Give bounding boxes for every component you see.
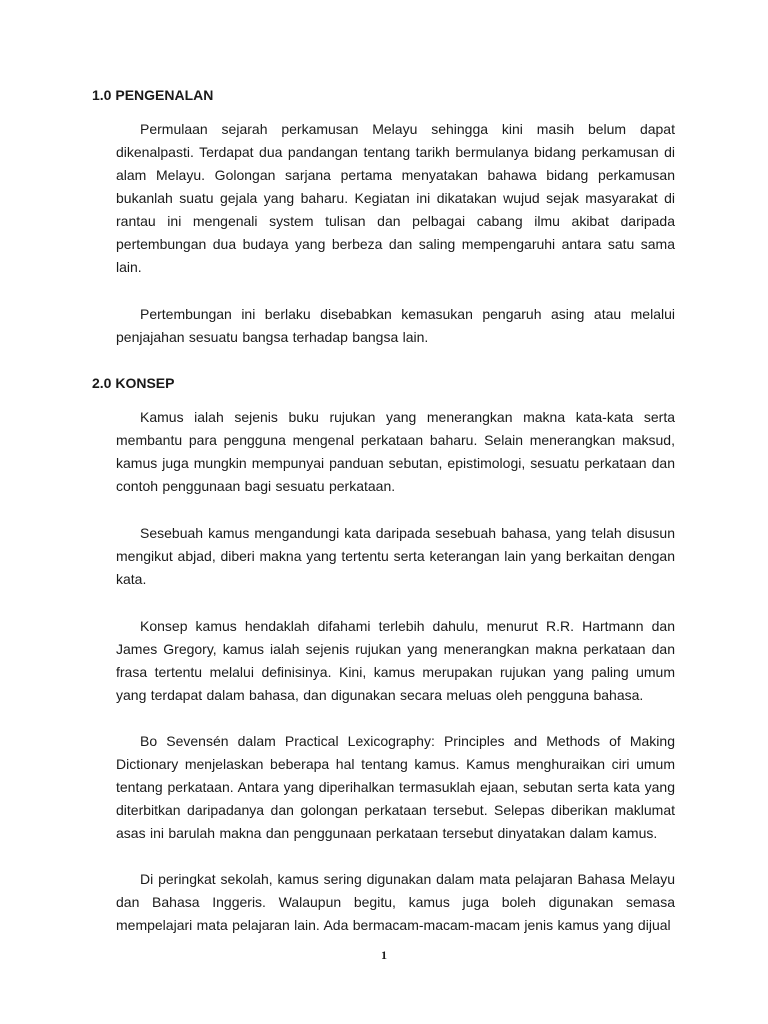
page-number: 1 xyxy=(381,948,387,962)
section-heading-konsep: 2.0 KONSEP xyxy=(92,375,175,391)
paragraph-pengenalan-1: Permulaan sejarah perkamusan Melayu sehingga kini masih belum dapat dikenalpasti. Terdapat dua pandangan tentang tarikh bermulanya bidang perkamusan di alam Melayu. Golongan sarjana pertama menyatakan bahawa bidang perkamusan bukanlah suatu gejala yang baharu. Kegiatan ini dikatakan wujud sejak masyarakat di rantau ini mengenali system tulisan dan pelbagai cabang ilmu akibat daripada pertembungan dua budaya yang berbeza dan saling mempengaruhi antara satu sama lain. xyxy=(116,121,675,275)
paragraph-konsep-3: Konsep kamus hendaklah difahami terlebih dahulu, menurut R.R. Hartmann dan James Gregory, kamus ialah sejenis rujukan yang menerangkan makna perkataan dan frasa tertentu melalui definisinya. Kini, kamus merupakan rujukan yang paling umum yang terdapat dalam bahasa, dan digunakan secara meluas oleh pengguna bahasa. xyxy=(116,618,675,703)
paragraph-konsep-5: Di peringkat sekolah, kamus sering digunakan dalam mata pelajaran Bahasa Melayu dan Bahasa Inggeris. Walaupun begitu, kamus juga boleh digunakan semasa mempelajari mata pelajaran lain. Ada bermacam-macam-macam jenis kamus yang dijual xyxy=(116,871,675,933)
paragraph-konsep-4: Bo Sevensén dalam Practical Lexicography: Principles and Methods of Making Dictionary menjelaskan beberapa hal tentang kamus. Kamus menghuraikan ciri umum tentang perkataan. Antara yang diperihalkan termasuklah ejaan, sebutan serta kata yang diterbitkan daripadanya dan golongan perkataan tersebut. Selepas diberikan maklumat asas ini barulah makna dan penggunaan perkataan tersebut dinyatakan dalam kamus. xyxy=(116,733,675,841)
paragraph-konsep-2: Sesebuah kamus mengandungi kata daripada sesebuah bahasa, yang telah disusun mengikut abjad, diberi makna yang tertentu serta keterangan lain yang berkaitan dengan kata. xyxy=(116,525,675,587)
paragraph-konsep-1: Kamus ialah sejenis buku rujukan yang menerangkan makna kata-kata serta membantu para pengguna mengenal perkataan baharu. Selain menerangkan maksud, kamus juga mungkin mempunyai panduan sebutan, epistimologi, sesuatu perkataan dan contoh penggunaan bagi sesuatu perkataan. xyxy=(116,409,675,494)
paragraph-pengenalan-2: Pertembungan ini berlaku disebabkan kemasukan pengaruh asing atau melalui penjajahan sesuatu bangsa terhadap bangsa lain. xyxy=(116,306,675,345)
section-heading-pengenalan: 1.0 PENGENALAN xyxy=(92,87,214,103)
